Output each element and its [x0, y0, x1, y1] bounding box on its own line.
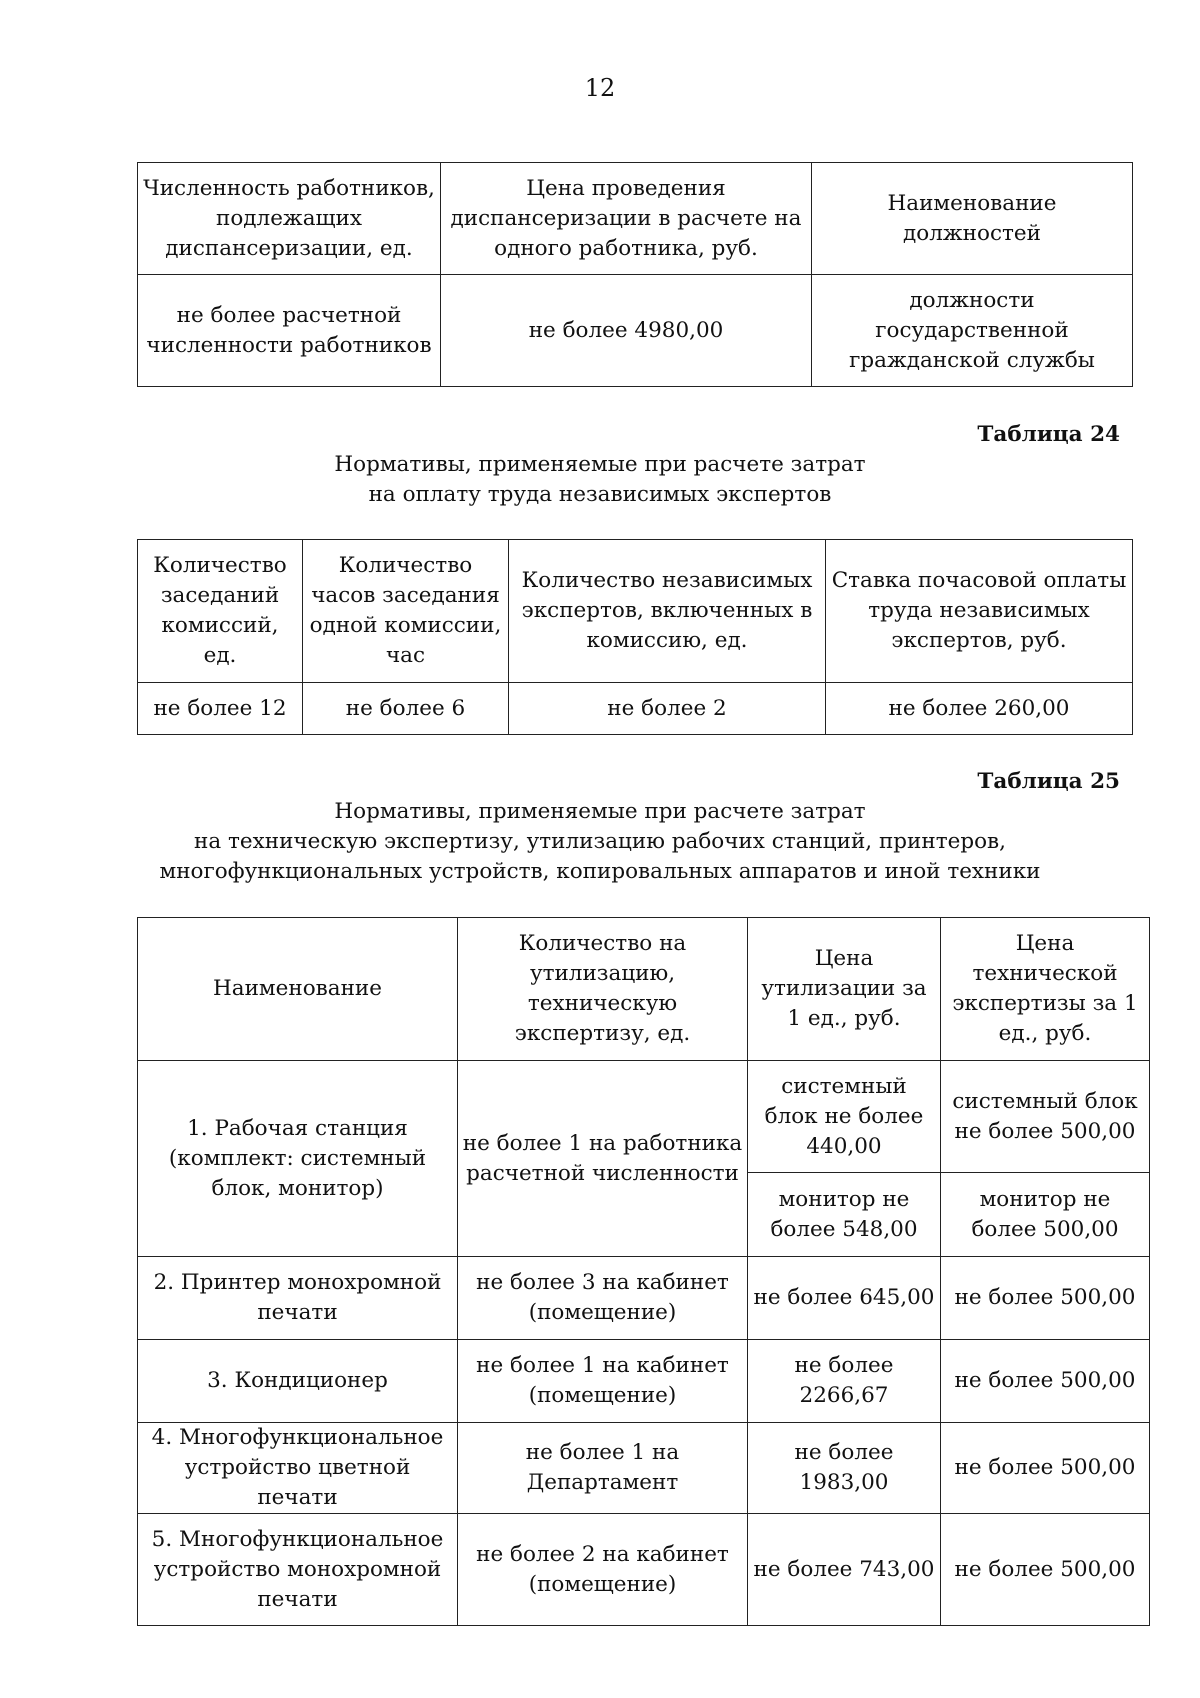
staff-checkup-table: [137, 162, 1133, 387]
table-row: [138, 1257, 1150, 1340]
table-cell: не более 1983,00: [748, 1423, 941, 1514]
table-cell: монитор не более 548,00: [748, 1173, 941, 1257]
table-cell: не более 4980,00: [441, 275, 812, 387]
table-cell: не более 2 на кабинет (помещение): [458, 1514, 748, 1626]
table-header-cell: Цена утилизации за 1 ед., руб.: [748, 918, 941, 1061]
table-cell: не более 500,00: [941, 1257, 1150, 1340]
table-header-row: [138, 163, 1133, 275]
table-cell: 5. Многофункциональное устройство монохромной печати: [138, 1514, 458, 1626]
table-cell: не более 500,00: [941, 1423, 1150, 1514]
equipment-disposal-table: [137, 917, 1150, 1626]
table-cell: монитор не более 500,00: [941, 1173, 1150, 1257]
table-cell: не более 743,00: [748, 1514, 941, 1626]
table-header-cell: Цена проведения диспансеризации в расчете на одного работника, руб.: [441, 163, 812, 275]
table-row: [138, 1423, 1150, 1514]
table-cell: системный блок не более 440,00: [748, 1061, 941, 1173]
table-cell: не более 1 на работника расчетной численности: [458, 1061, 748, 1257]
table-row: [138, 683, 1133, 735]
experts-table: [137, 539, 1133, 735]
table-cell: 1. Рабочая станция (комплект: системный блок, монитор): [138, 1061, 458, 1257]
page-number: 12: [584, 74, 616, 102]
table-cell: не более 1 на Департамент: [458, 1423, 748, 1514]
table-header-row: [138, 918, 1150, 1061]
table-cell: не более 1 на кабинет (помещение): [458, 1340, 748, 1423]
table-header-cell: Количество заседаний комиссий, ед.: [138, 540, 303, 683]
table-header-cell: Ставка почасовой оплаты труда независимых экспертов, руб.: [826, 540, 1133, 683]
table-row: [138, 275, 1133, 387]
table-header-cell: Наименование: [138, 918, 458, 1061]
table-header-cell: Количество независимых экспертов, включенных в комиссию, ед.: [509, 540, 826, 683]
table-cell: не более 500,00: [941, 1514, 1150, 1626]
table-cell: не более 3 на кабинет (помещение): [458, 1257, 748, 1340]
table-24-label: Таблица 24: [977, 422, 1120, 447]
table-24-title: [0, 450, 1200, 510]
table-cell: 2. Принтер монохромной печати: [138, 1257, 458, 1340]
table-row: [138, 1514, 1150, 1626]
table-25-title-line: Нормативы, применяемые при расчете затрат: [334, 799, 866, 824]
table-row: [138, 1340, 1150, 1423]
table-cell: не более расчетной численности работников: [138, 275, 441, 387]
table-cell: системный блок не более 500,00: [941, 1061, 1150, 1173]
table-24-title-line: на оплату труда независимых экспертов: [368, 482, 832, 507]
table-25-label: Таблица 25: [977, 769, 1120, 794]
table-25-title-line: многофункциональных устройств, копировальных аппаратов и иной техники: [159, 859, 1041, 884]
table-24-title-line: Нормативы, применяемые при расчете затрат: [334, 452, 866, 477]
table-cell: не более 6: [303, 683, 509, 735]
table-cell: не более 12: [138, 683, 303, 735]
table-header-row: [138, 540, 1133, 683]
table-cell: должности государственной гражданской службы: [812, 275, 1133, 387]
table-cell: не более 500,00: [941, 1340, 1150, 1423]
table-cell: не более 2266,67: [748, 1340, 941, 1423]
table-cell: 4. Многофункциональное устройство цветной печати: [138, 1423, 458, 1514]
table-cell: 3. Кондиционер: [138, 1340, 458, 1423]
table-header-cell: Численность работников, подлежащих диспансеризации, ед.: [138, 163, 441, 275]
table-row: [138, 1061, 1150, 1173]
table-header-cell: Количество часов заседания одной комиссии, час: [303, 540, 509, 683]
table-cell: не более 645,00: [748, 1257, 941, 1340]
table-cell: не более 2: [509, 683, 826, 735]
table-cell: не более 260,00: [826, 683, 1133, 735]
table-25-title-line: на техническую экспертизу, утилизацию рабочих станций, принтеров,: [194, 829, 1006, 854]
table-25-title: [0, 797, 1200, 887]
table-header-cell: Цена технической экспертизы за 1 ед., руб.: [941, 918, 1150, 1061]
table-header-cell: Количество на утилизацию, техническую экспертизу, ед.: [458, 918, 748, 1061]
table-header-cell: Наименование должностей: [812, 163, 1133, 275]
